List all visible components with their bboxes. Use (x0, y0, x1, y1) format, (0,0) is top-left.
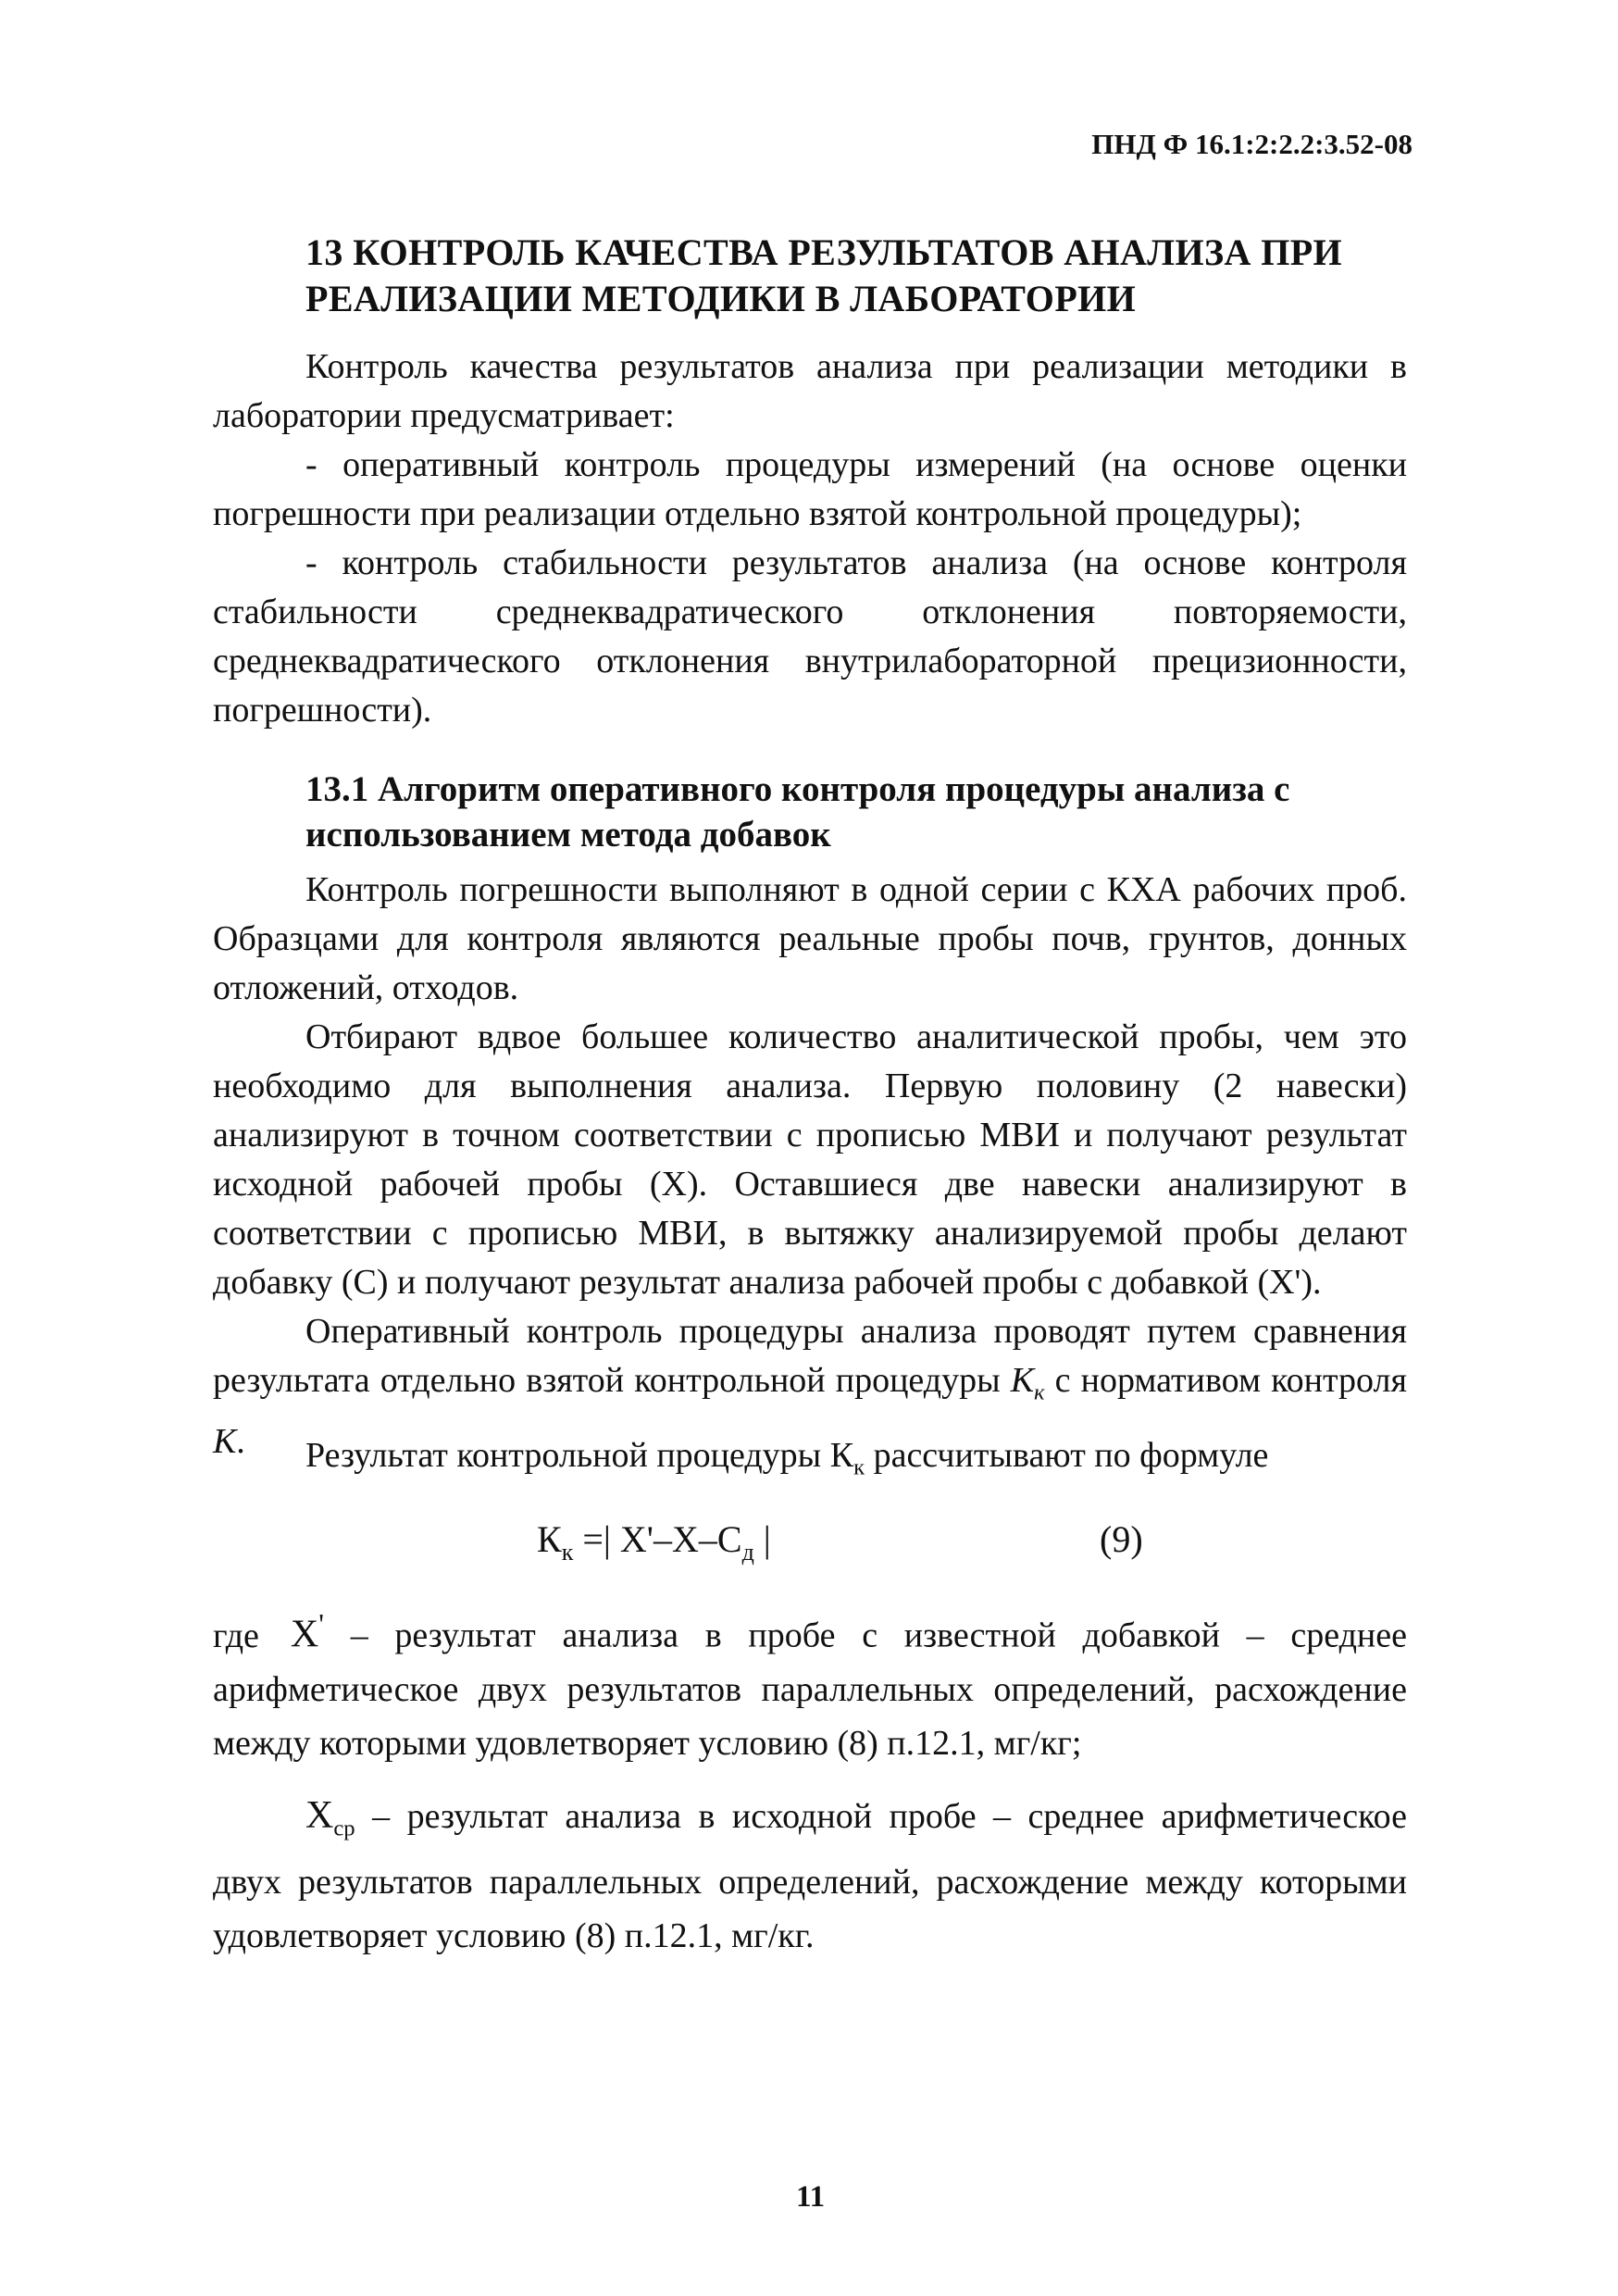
subsection-body (213, 866, 1407, 1466)
formula-intro-text: рассчитывают по формуле (865, 1436, 1269, 1475)
formula-body: =| X'–X–C (573, 1518, 742, 1560)
formula-intro-text: Результат контрольной процедуры (305, 1436, 830, 1475)
formula-9 (537, 1515, 771, 1578)
definitions-block (213, 1598, 1407, 1963)
definition-text: – результат анализа в пробе с известной добавкой – среднее арифметическое двух результатов параллельных определений, расхождение между которыми удовлетворяет условию (8) п.12.1, мг/кг; (213, 1616, 1407, 1763)
definition-text: – результат анализа в исходной пробе – среднее арифметическое двух результатов параллельных определений, расхождение между которыми удовлетворяет условию (8) п.12.1, мг/кг. (213, 1796, 1407, 1956)
paragraph-text-part: Оперативный контроль процедуры анализа проводят путем сравнения результата отдельно взятой контрольной процедуры (213, 1312, 1407, 1400)
symbol-k: К (829, 1436, 854, 1475)
document-code-header: ПНД Ф 16.1:2:2.2:3.52-08 (1091, 128, 1413, 160)
intro-list-item-stability: - контроль стабильности результатов анализа (на основе контроля стабильности среднеквадратического отклонения повторяемости, среднеквадратического отклонения внутрилабораторной прецизионности, погрешности). (213, 543, 1407, 730)
intro-block (213, 343, 1407, 735)
symbol-k: К (1010, 1361, 1034, 1400)
intro-paragraph: Контроль качества результатов анализа при реализации методики в лаборатории предусматривает: (213, 347, 1407, 435)
formula-closing-bar: | (753, 1518, 771, 1560)
paragraph-text-part: с нормативом контроля (1044, 1361, 1407, 1400)
intro-list-item-operational: - оперативный контроль процедуры измерений (на основе оценки погрешности при реализации отдельно взятой контрольной процедуры); (213, 445, 1407, 533)
definition-x-prime (213, 1598, 1407, 1770)
where-word: где (213, 1616, 259, 1655)
symbol-prime: ' (318, 1608, 324, 1641)
symbol-x: X (305, 1793, 334, 1837)
symbol-k-norm: К (213, 1421, 237, 1461)
section-title: 13 КОНТРОЛЬ КАЧЕСТВА РЕЗУЛЬТАТОВ АНАЛИЗА ПРИ РЕАЛИЗАЦИИ МЕТОДИКИ В ЛАБОРАТОРИИ (305, 231, 1343, 319)
definition-x-cp (213, 1789, 1407, 1964)
equation-number: (9) (1100, 1518, 1143, 1560)
formula-subscript-d: д (741, 1539, 754, 1566)
subsection-title: 13.1 Алгоритм оперативного контроля процедуры анализа с использованием метода добавок (305, 769, 1290, 855)
subscript-cp: ср (333, 1816, 355, 1841)
paragraph-error-control: Контроль погрешности выполняют в одной серии с КХА рабочих проб. Образцами для контроля являются реальные пробы почв, грунтов, донных отложений, отходов. (213, 870, 1407, 1007)
formula-intro (305, 1431, 1268, 1492)
subscript-k: к (853, 1454, 865, 1480)
page-number: 11 (796, 2180, 826, 2214)
paragraph-sampling-procedure: Отбирают вдвое большее количество аналитической пробы, чем это необходимо для выполнения анализа. Первую половину (2 навески) анализируют в точном соответствии с прописью МВИ и получают результат исходной рабочей пробы (X). Оставшиеся две навески анализируют в соответствии с прописью МВИ, в вытяжку анализируемой пробы делают добавку (С) и получают результат анализа рабочей пробы с добавкой (X'). (213, 1017, 1407, 1302)
paragraph-text-part: . (236, 1421, 245, 1461)
formula-subscript-k: к (561, 1539, 574, 1566)
subscript-k: к (1033, 1379, 1045, 1405)
symbol-x: X (290, 1613, 319, 1656)
formula-k: К (537, 1518, 562, 1560)
